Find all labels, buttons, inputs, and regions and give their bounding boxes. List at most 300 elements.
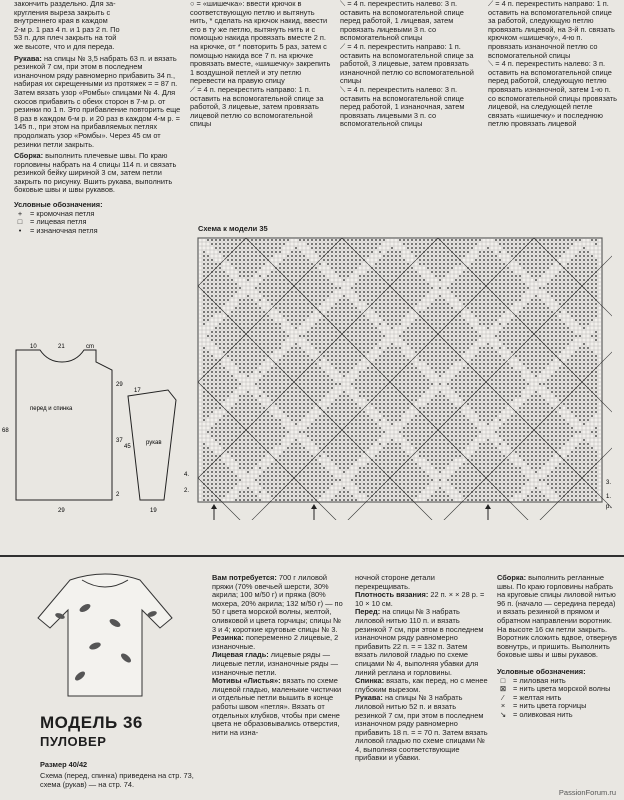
purl-dot — [427, 291, 429, 293]
purl-dot — [459, 455, 461, 457]
purl-dot — [215, 475, 217, 477]
purl-dot — [335, 331, 337, 333]
purl-dot — [231, 259, 233, 261]
purl-dot — [427, 263, 429, 265]
purl-dot — [391, 327, 393, 329]
purl-dot — [559, 351, 561, 353]
purl-dot — [411, 427, 413, 429]
purl-dot — [555, 327, 557, 329]
purl-dot — [539, 311, 541, 313]
purl-dot — [355, 455, 357, 457]
purl-dot — [479, 383, 481, 385]
purl-dot — [335, 419, 337, 421]
purl-dot — [431, 363, 433, 365]
purl-dot — [475, 359, 477, 361]
purl-dot — [363, 431, 365, 433]
purl-dot — [463, 387, 465, 389]
purl-dot — [319, 359, 321, 361]
purl-dot — [203, 259, 205, 261]
purl-dot — [387, 399, 389, 401]
purl-dot — [307, 435, 309, 437]
purl-dot — [439, 471, 441, 473]
purl-dot — [559, 251, 561, 253]
purl-dot — [323, 283, 325, 285]
purl-dot — [587, 459, 589, 461]
purl-dot — [515, 291, 517, 293]
purl-dot — [551, 243, 553, 245]
purl-dot — [587, 295, 589, 297]
purl-dot — [275, 327, 277, 329]
purl-dot — [507, 283, 509, 285]
purl-dot — [475, 259, 477, 261]
purl-dot — [375, 267, 377, 269]
purl-dot — [231, 375, 233, 377]
purl-dot — [219, 339, 221, 341]
purl-dot — [263, 335, 265, 337]
purl-dot — [551, 435, 553, 437]
chart-title: Схема к модели 35 — [198, 224, 268, 233]
purl-dot — [299, 283, 301, 285]
purl-dot — [403, 387, 405, 389]
purl-dot — [415, 379, 417, 381]
purl-dot — [531, 259, 533, 261]
purl-dot — [339, 407, 341, 409]
purl-dot — [227, 331, 229, 333]
purl-dot — [391, 407, 393, 409]
purl-dot — [459, 335, 461, 337]
purl-dot — [247, 371, 249, 373]
purl-dot — [375, 303, 377, 305]
purl-dot — [443, 275, 445, 277]
purl-dot — [495, 319, 497, 321]
purl-dot — [539, 303, 541, 305]
purl-dot — [203, 271, 205, 273]
purl-dot — [223, 295, 225, 297]
purl-dot — [291, 263, 293, 265]
purl-dot — [467, 243, 469, 245]
purl-dot — [243, 259, 245, 261]
purl-dot — [235, 443, 237, 445]
purl-dot — [467, 371, 469, 373]
purl-dot — [339, 271, 341, 273]
purl-dot — [439, 371, 441, 373]
purl-dot — [431, 439, 433, 441]
purl-dot — [359, 475, 361, 477]
purl-dot — [543, 287, 545, 289]
purl-dot — [463, 343, 465, 345]
purl-dot — [363, 275, 365, 277]
purl-dot — [255, 403, 257, 405]
purl-dot — [331, 403, 333, 405]
purl-dot — [539, 415, 541, 417]
purl-dot — [447, 335, 449, 337]
purl-dot — [355, 355, 357, 357]
purl-dot — [359, 435, 361, 437]
purl-dot — [387, 403, 389, 405]
legend-text: = лицевая петля — [30, 217, 87, 227]
purl-dot — [243, 327, 245, 329]
purl-dot — [415, 283, 417, 285]
purl-dot — [539, 363, 541, 365]
purl-dot — [215, 439, 217, 441]
purl-dot — [403, 459, 405, 461]
purl-dot — [323, 247, 325, 249]
purl-dot — [319, 335, 321, 337]
purl-dot — [511, 323, 513, 325]
purl-dot — [547, 239, 549, 241]
purl-dot — [543, 267, 545, 269]
purl-dot — [543, 271, 545, 273]
purl-dot — [211, 331, 213, 333]
purl-dot — [347, 459, 349, 461]
purl-dot — [415, 479, 417, 481]
purl-dot — [459, 263, 461, 265]
purl-dot — [519, 471, 521, 473]
purl-dot — [275, 483, 277, 485]
purl-dot — [419, 379, 421, 381]
purl-dot — [343, 355, 345, 357]
purl-dot — [383, 455, 385, 457]
purl-dot — [531, 315, 533, 317]
purl-dot — [467, 379, 469, 381]
purl-dot — [583, 251, 585, 253]
purl-dot — [339, 443, 341, 445]
purl-dot — [335, 443, 337, 445]
purl-dot — [535, 259, 537, 261]
purl-dot — [367, 327, 369, 329]
purl-dot — [287, 447, 289, 449]
purl-dot — [303, 319, 305, 321]
purl-dot — [579, 431, 581, 433]
purl-dot — [263, 331, 265, 333]
purl-dot — [475, 403, 477, 405]
purl-dot — [491, 463, 493, 465]
purl-dot — [323, 347, 325, 349]
purl-dot — [583, 471, 585, 473]
purl-dot — [339, 259, 341, 261]
purl-dot — [363, 283, 365, 285]
purl-dot — [251, 239, 253, 241]
purl-dot — [575, 415, 577, 417]
purl-dot — [259, 395, 261, 397]
purl-dot — [291, 455, 293, 457]
purl-dot — [359, 343, 361, 345]
purl-dot — [367, 387, 369, 389]
purl-dot — [279, 435, 281, 437]
purl-dot — [407, 435, 409, 437]
purl-dot — [311, 243, 313, 245]
purl-dot — [339, 367, 341, 369]
purl-dot — [223, 283, 225, 285]
purl-dot — [243, 307, 245, 309]
purl-dot — [239, 459, 241, 461]
purl-dot — [267, 351, 269, 353]
purl-dot — [431, 287, 433, 289]
purl-dot — [543, 479, 545, 481]
purl-dot — [523, 287, 525, 289]
purl-dot — [395, 419, 397, 421]
purl-dot — [335, 347, 337, 349]
purl-dot — [483, 395, 485, 397]
purl-dot — [235, 435, 237, 437]
purl-dot — [435, 275, 437, 277]
purl-dot — [423, 435, 425, 437]
purl-dot — [203, 283, 205, 285]
purl-dot — [587, 419, 589, 421]
purl-dot — [487, 343, 489, 345]
purl-dot — [595, 315, 597, 317]
purl-dot — [487, 299, 489, 301]
purl-dot — [439, 247, 441, 249]
purl-dot — [223, 243, 225, 245]
purl-dot — [407, 375, 409, 377]
purl-dot — [487, 463, 489, 465]
purl-dot — [339, 323, 341, 325]
purl-dot — [415, 475, 417, 477]
purl-dot — [231, 339, 233, 341]
purl-dot — [487, 279, 489, 281]
purl-dot — [591, 287, 593, 289]
purl-dot — [215, 403, 217, 405]
purl-dot — [267, 251, 269, 253]
purl-dot — [343, 447, 345, 449]
purl-dot — [559, 427, 561, 429]
purl-dot — [303, 387, 305, 389]
purl-dot — [247, 275, 249, 277]
purl-dot — [395, 407, 397, 409]
purl-dot — [315, 439, 317, 441]
purl-dot — [407, 431, 409, 433]
purl-dot — [415, 343, 417, 345]
purl-dot — [247, 355, 249, 357]
purl-dot — [447, 267, 449, 269]
purl-dot — [275, 283, 277, 285]
purl-dot — [387, 359, 389, 361]
purl-dot — [511, 331, 513, 333]
purl-dot — [211, 303, 213, 305]
purl-dot — [363, 439, 365, 441]
purl-dot — [223, 331, 225, 333]
purl-dot — [467, 367, 469, 369]
purl-dot — [263, 387, 265, 389]
purl-dot — [391, 255, 393, 257]
purl-dot — [371, 331, 373, 333]
purl-dot — [447, 287, 449, 289]
purl-dot — [259, 259, 261, 261]
purl-dot — [523, 251, 525, 253]
purl-dot — [399, 279, 401, 281]
purl-dot — [531, 463, 533, 465]
purl-dot — [515, 247, 517, 249]
purl-dot — [443, 351, 445, 353]
purl-dot — [339, 355, 341, 357]
purl-dot — [443, 363, 445, 365]
purl-dot — [231, 351, 233, 353]
purl-dot — [431, 351, 433, 353]
purl-dot — [567, 283, 569, 285]
purl-dot — [467, 279, 469, 281]
purl-dot — [267, 283, 269, 285]
purl-dot — [371, 403, 373, 405]
purl-dot — [463, 427, 465, 429]
purl-dot — [223, 467, 225, 469]
purl-dot — [523, 455, 525, 457]
purl-dot — [459, 443, 461, 445]
purl-dot — [207, 407, 209, 409]
purl-dot — [427, 415, 429, 417]
purl-dot — [243, 363, 245, 365]
purl-dot — [367, 383, 369, 385]
purl-dot — [275, 279, 277, 281]
purl-dot — [587, 447, 589, 449]
purl-dot — [279, 387, 281, 389]
purl-dot — [431, 443, 433, 445]
purl-dot — [235, 475, 237, 477]
purl-dot — [467, 247, 469, 249]
purl-dot — [399, 447, 401, 449]
purl-dot — [231, 379, 233, 381]
purl-dot — [427, 379, 429, 381]
purl-dot — [519, 243, 521, 245]
purl-dot — [275, 383, 277, 385]
purl-dot — [435, 255, 437, 257]
purl-dot — [487, 311, 489, 313]
purl-dot — [407, 427, 409, 429]
purl-dot — [411, 439, 413, 441]
purl-dot — [531, 435, 533, 437]
purl-dot — [435, 367, 437, 369]
purl-dot — [383, 463, 385, 465]
purl-dot — [523, 431, 525, 433]
purl-dot — [475, 311, 477, 313]
purl-dot — [535, 455, 537, 457]
purl-dot — [471, 311, 473, 313]
purl-dot — [291, 371, 293, 373]
purl-dot — [531, 347, 533, 349]
purl-dot — [451, 311, 453, 313]
purl-dot — [583, 271, 585, 273]
purl-dot — [235, 259, 237, 261]
purl-dot — [295, 395, 297, 397]
purl-dot — [287, 395, 289, 397]
purl-dot — [323, 419, 325, 421]
purl-dot — [271, 251, 273, 253]
purl-dot — [399, 291, 401, 293]
purl-dot — [515, 275, 517, 277]
purl-dot — [383, 283, 385, 285]
purl-dot — [579, 271, 581, 273]
purl-dot — [323, 443, 325, 445]
purl-dot — [327, 343, 329, 345]
purl-dot — [271, 291, 273, 293]
purl-dot — [231, 455, 233, 457]
purl-dot — [495, 351, 497, 353]
purl-dot — [271, 339, 273, 341]
purl-dot — [467, 299, 469, 301]
purl-dot — [339, 363, 341, 365]
purl-dot — [427, 403, 429, 405]
purl-dot — [559, 291, 561, 293]
purl-dot — [391, 343, 393, 345]
purl-dot — [459, 471, 461, 473]
purl-dot — [431, 323, 433, 325]
purl-dot — [347, 239, 349, 241]
cross-bobble-left-def — [488, 60, 618, 129]
purl-dot — [239, 403, 241, 405]
purl-dot — [263, 359, 265, 361]
purl-dot — [299, 319, 301, 321]
purl-dot — [551, 431, 553, 433]
purl-dot — [267, 291, 269, 293]
purl-dot — [555, 427, 557, 429]
purl-dot — [507, 299, 509, 301]
purl-dot — [591, 379, 593, 381]
purl-dot — [375, 483, 377, 485]
purl-dot — [403, 471, 405, 473]
purl-dot — [275, 387, 277, 389]
purl-dot — [231, 391, 233, 393]
purl-dot — [251, 247, 253, 249]
purl-dot — [423, 287, 425, 289]
purl-dot — [203, 379, 205, 381]
purl-dot — [375, 379, 377, 381]
purl-dot — [535, 403, 537, 405]
purl-dot — [575, 367, 577, 369]
purl-dot — [455, 239, 457, 241]
purl-dot — [587, 395, 589, 397]
purl-dot — [275, 467, 277, 469]
purl-dot — [343, 295, 345, 297]
purl-dot — [247, 339, 249, 341]
purl-dot — [339, 419, 341, 421]
purl-dot — [555, 347, 557, 349]
purl-dot — [387, 315, 389, 317]
purl-dot — [275, 287, 277, 289]
purl-dot — [375, 363, 377, 365]
purl-dot — [447, 243, 449, 245]
purl-dot — [543, 347, 545, 349]
purl-dot — [439, 263, 441, 265]
purl-dot — [379, 379, 381, 381]
purl-dot — [507, 239, 509, 241]
purl-dot — [319, 239, 321, 241]
purl-dot — [519, 315, 521, 317]
purl-dot — [435, 363, 437, 365]
purl-dot — [439, 443, 441, 445]
purl-dot — [431, 319, 433, 321]
purl-dot — [291, 463, 293, 465]
purl-dot — [303, 451, 305, 453]
purl-dot — [455, 291, 457, 293]
purl-dot — [235, 455, 237, 457]
purl-dot — [563, 375, 565, 377]
purl-dot — [455, 391, 457, 393]
purl-dot — [591, 411, 593, 413]
purl-dot — [391, 411, 393, 413]
purl-dot — [587, 259, 589, 261]
purl-dot — [275, 403, 277, 405]
purl-dot — [239, 451, 241, 453]
purl-dot — [407, 339, 409, 341]
purl-dot — [239, 463, 241, 465]
purl-dot — [459, 391, 461, 393]
purl-dot — [543, 243, 545, 245]
purl-dot — [515, 383, 517, 385]
purl-dot — [479, 455, 481, 457]
purl-dot — [335, 251, 337, 253]
purl-dot — [415, 339, 417, 341]
purl-dot — [255, 411, 257, 413]
